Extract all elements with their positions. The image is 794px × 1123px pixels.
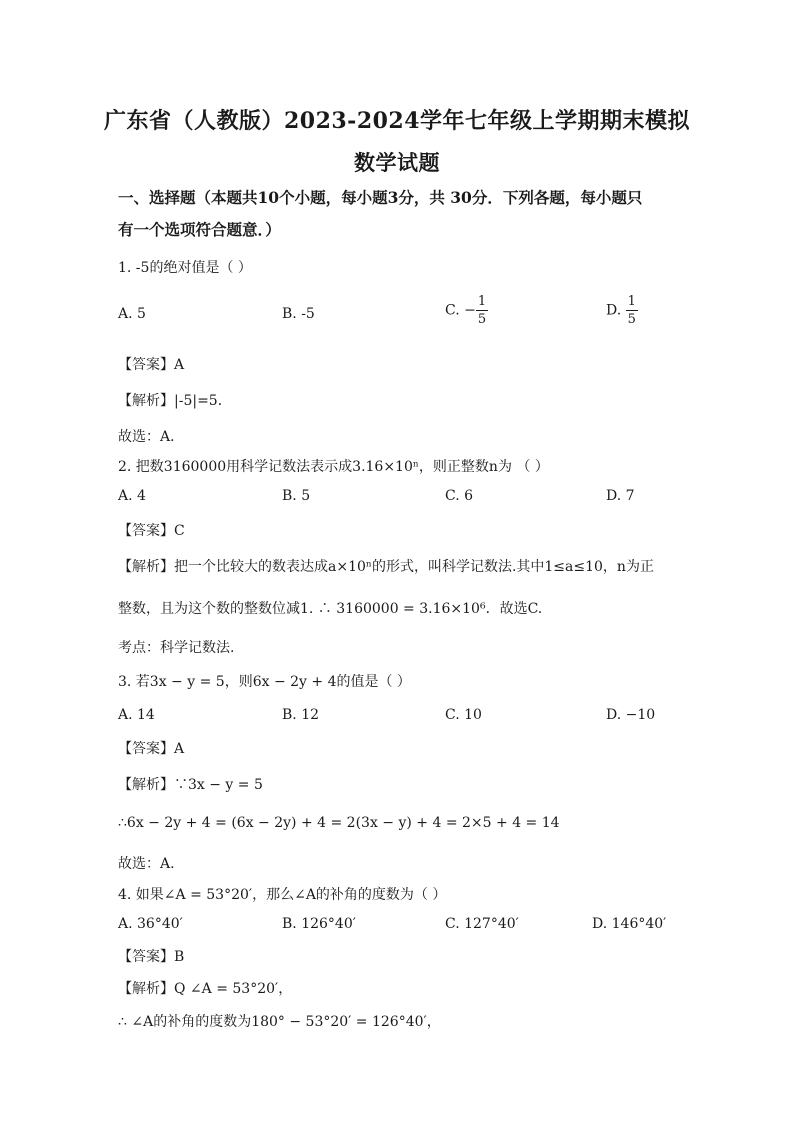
question-2-knowledge-point: 考点：科学记数法. (118, 640, 235, 656)
question-1-answer: 【答案】A (118, 357, 185, 373)
option-d-label: D. (606, 302, 622, 319)
question-3-choice: 故选：A. (118, 856, 175, 872)
question-2-analysis-line1: 【解析】把一个比较大的数表达成a×10ⁿ的形式，叫科学记数法.其中1≤a≤10，n为正 (118, 559, 654, 575)
question-4-analysis-line2: ∴ ∠A的补角的度数为180° − 53°20′ = 126°40′， (118, 1014, 441, 1030)
question-1-option-c (445, 293, 488, 328)
section-heading-line2: 有一个选项符合题意．） (118, 220, 281, 239)
option-c-fraction (476, 293, 488, 328)
question-2-option-b: B. 5 (282, 488, 311, 504)
question-2-option-c: C. 6 (445, 488, 474, 504)
question-1-option-d (606, 293, 638, 328)
question-4-option-d: D. 146°40′ (592, 916, 667, 932)
question-4-stem: 4. 如果∠A = 53°20′，那么∠A的补角的度数为（ ） (118, 887, 447, 903)
question-3-option-a: A. 14 (118, 707, 155, 723)
question-4-option-b: B. 126°40′ (282, 916, 356, 932)
exam-subtitle: 数学试题 (354, 150, 440, 175)
option-c-numerator: 1 (477, 294, 487, 309)
option-c-label: C. (445, 302, 460, 319)
question-2-analysis-line2: 整数，且为这个数的整数位减1. ∴ 3160000 = 3.16×10⁶．故选C. (118, 601, 543, 617)
option-d-fraction (626, 293, 638, 328)
question-1-analysis: 【解析】|-5|=5． (118, 393, 232, 409)
exam-title: 广东省（人教版）2023-2024学年七年级上学期期末模拟 (103, 108, 691, 134)
question-3-analysis-line2: ∴6x − 2y + 4 = (6x − 2y) + 4 = 2(3x − y) + 4 = 2×5 + 4 = 14 (118, 815, 560, 831)
question-1-choice: 故选：A． (118, 429, 185, 445)
question-1-option-b: B. -5 (282, 306, 315, 322)
option-d-numerator: 1 (627, 294, 636, 309)
question-4-analysis-line1: 【解析】Q ∠A = 53°20′， (118, 981, 293, 997)
question-2-option-a: A. 4 (118, 488, 146, 504)
question-1-stem: 1. -5的绝对值是（ ） (118, 260, 252, 276)
option-d-denominator: 5 (627, 312, 636, 327)
section-heading-line1: 一、选择题（本题共10个小题，每小题3分，共 30分．下列各题，每小题只 (118, 188, 643, 207)
question-2-answer: 【答案】C (118, 523, 185, 539)
question-1-option-a: A. 5 (118, 306, 146, 322)
question-3-answer: 【答案】A (118, 741, 185, 757)
question-3-stem: 3. 若3x − y = 5，则6x − 2y + 4的值是（ ） (118, 674, 411, 690)
question-3-option-b: B. 12 (282, 707, 320, 723)
question-2-option-d: D. 7 (606, 488, 635, 504)
question-4-answer: 【答案】B (118, 949, 185, 965)
question-2-stem: 2. 把数3160000用科学记数法表示成3.16×10ⁿ，则正整数n为 （ ） (118, 459, 549, 475)
option-c-denominator: 5 (477, 312, 487, 327)
question-3-option-d: D. −10 (606, 707, 656, 723)
question-4-option-c: C. 127°40′ (445, 916, 519, 932)
option-c-sign: − (464, 302, 476, 319)
question-4-option-a: A. 36°40′ (118, 916, 183, 932)
question-3-option-c: C. 10 (445, 707, 482, 723)
question-3-analysis-line1: 【解析】∵3x − y = 5 (118, 777, 263, 793)
